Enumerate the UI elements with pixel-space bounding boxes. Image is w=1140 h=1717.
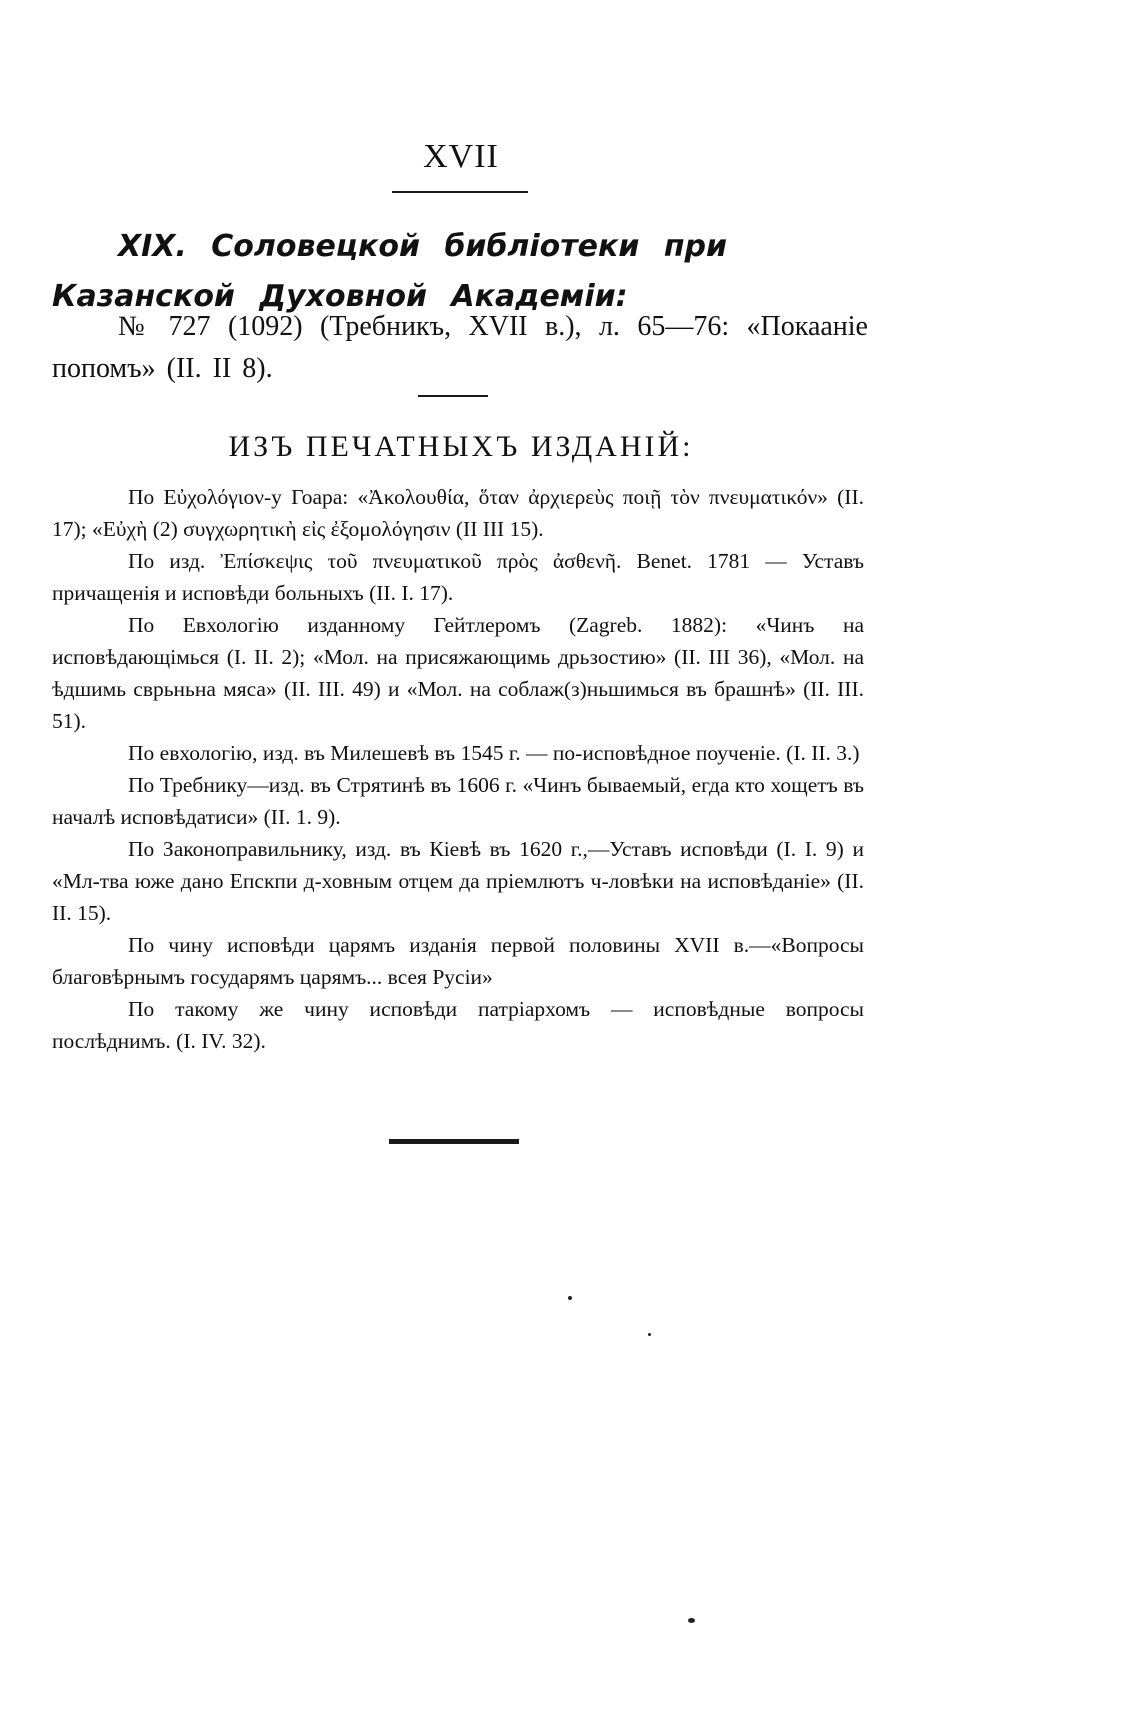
speck	[648, 1333, 651, 1336]
printed-editions-list	[52, 481, 864, 1057]
printed-editions-heading: ИЗЪ ПЕЧАТНЫХЪ ИЗДАНІЙ:	[228, 430, 694, 463]
speck	[688, 1618, 695, 1623]
list-item: По изд. Ἐπίσκεψις τοῦ πνευματικοῦ πρὸς ἀσθενῆ. Benet. 1781 — Уставъ причащенія и исповѣди больныхъ (II. I. 17).	[52, 549, 864, 605]
list-item: По Εὐχολόγιον-у Гоара: «Ἀκολουθία, ὅταν ἀρχιερεὺς ποιῇ τὸν πνευματικόν» (II. 17); «Εὐχὴ (2) συγχωρητικὴ εἰς ἐξομολόγησιν (II III 15).	[52, 485, 864, 541]
end-rule	[389, 1139, 519, 1144]
list-item: По Законоправильнику, изд. въ Кіевѣ въ 1620 г.,—Уставъ исповѣди (I. I. 9) и «Мл-тва юже дано Епскпи д-ховным отцем да пріемлютъ ч-ловѣки на исповѣданіе» (II. II. 15).	[52, 837, 864, 925]
list-item: По Евхологію изданному Гейтлеромъ (Zagreb. 1882): «Чинъ на исповѣдающімься (I. II. 2); «Мол. на присяжающимь дрьзостию» (II. III 36), «Мол. на ѣдшимь сврьньна мяса» (II. III. 49) и «Мол. на соблаж(з)ньшимься въ брашнѣ» (II. III. 51).	[52, 613, 864, 733]
section-heading: XIX. Соловецкой библіотеки при Казанской Духовной Академіи:	[52, 229, 728, 314]
section-divider	[418, 395, 488, 397]
list-item: По чину исповѣди царямъ изданія первой половины XVII в.—«Вопросы благовѣрнымъ государямъ царямъ... всея Русіи»	[52, 933, 864, 989]
header-rule	[392, 191, 528, 193]
page-number: XVII	[423, 138, 499, 175]
list-item: По такому же чину исповѣди патріархомъ — исповѣдные вопросы послѣднимъ. (I. IV. 32).	[52, 997, 864, 1053]
list-item: По евхологію, изд. въ Милешевѣ въ 1545 г. — по-исповѣдное поученіе. (I. II. 3.)	[128, 741, 860, 765]
manuscript-entry: № 727 (1092) (Требникъ, XVII в.), л. 65—76: «Покааніе попомъ» (II. II 8).	[52, 311, 868, 384]
list-item: По Требнику—изд. въ Стрятинѣ въ 1606 г. «Чинъ бываемый, егда кто хощетъ въ началѣ исповѣдатиси» (II. 1. 9).	[52, 773, 864, 829]
speck	[568, 1296, 572, 1300]
